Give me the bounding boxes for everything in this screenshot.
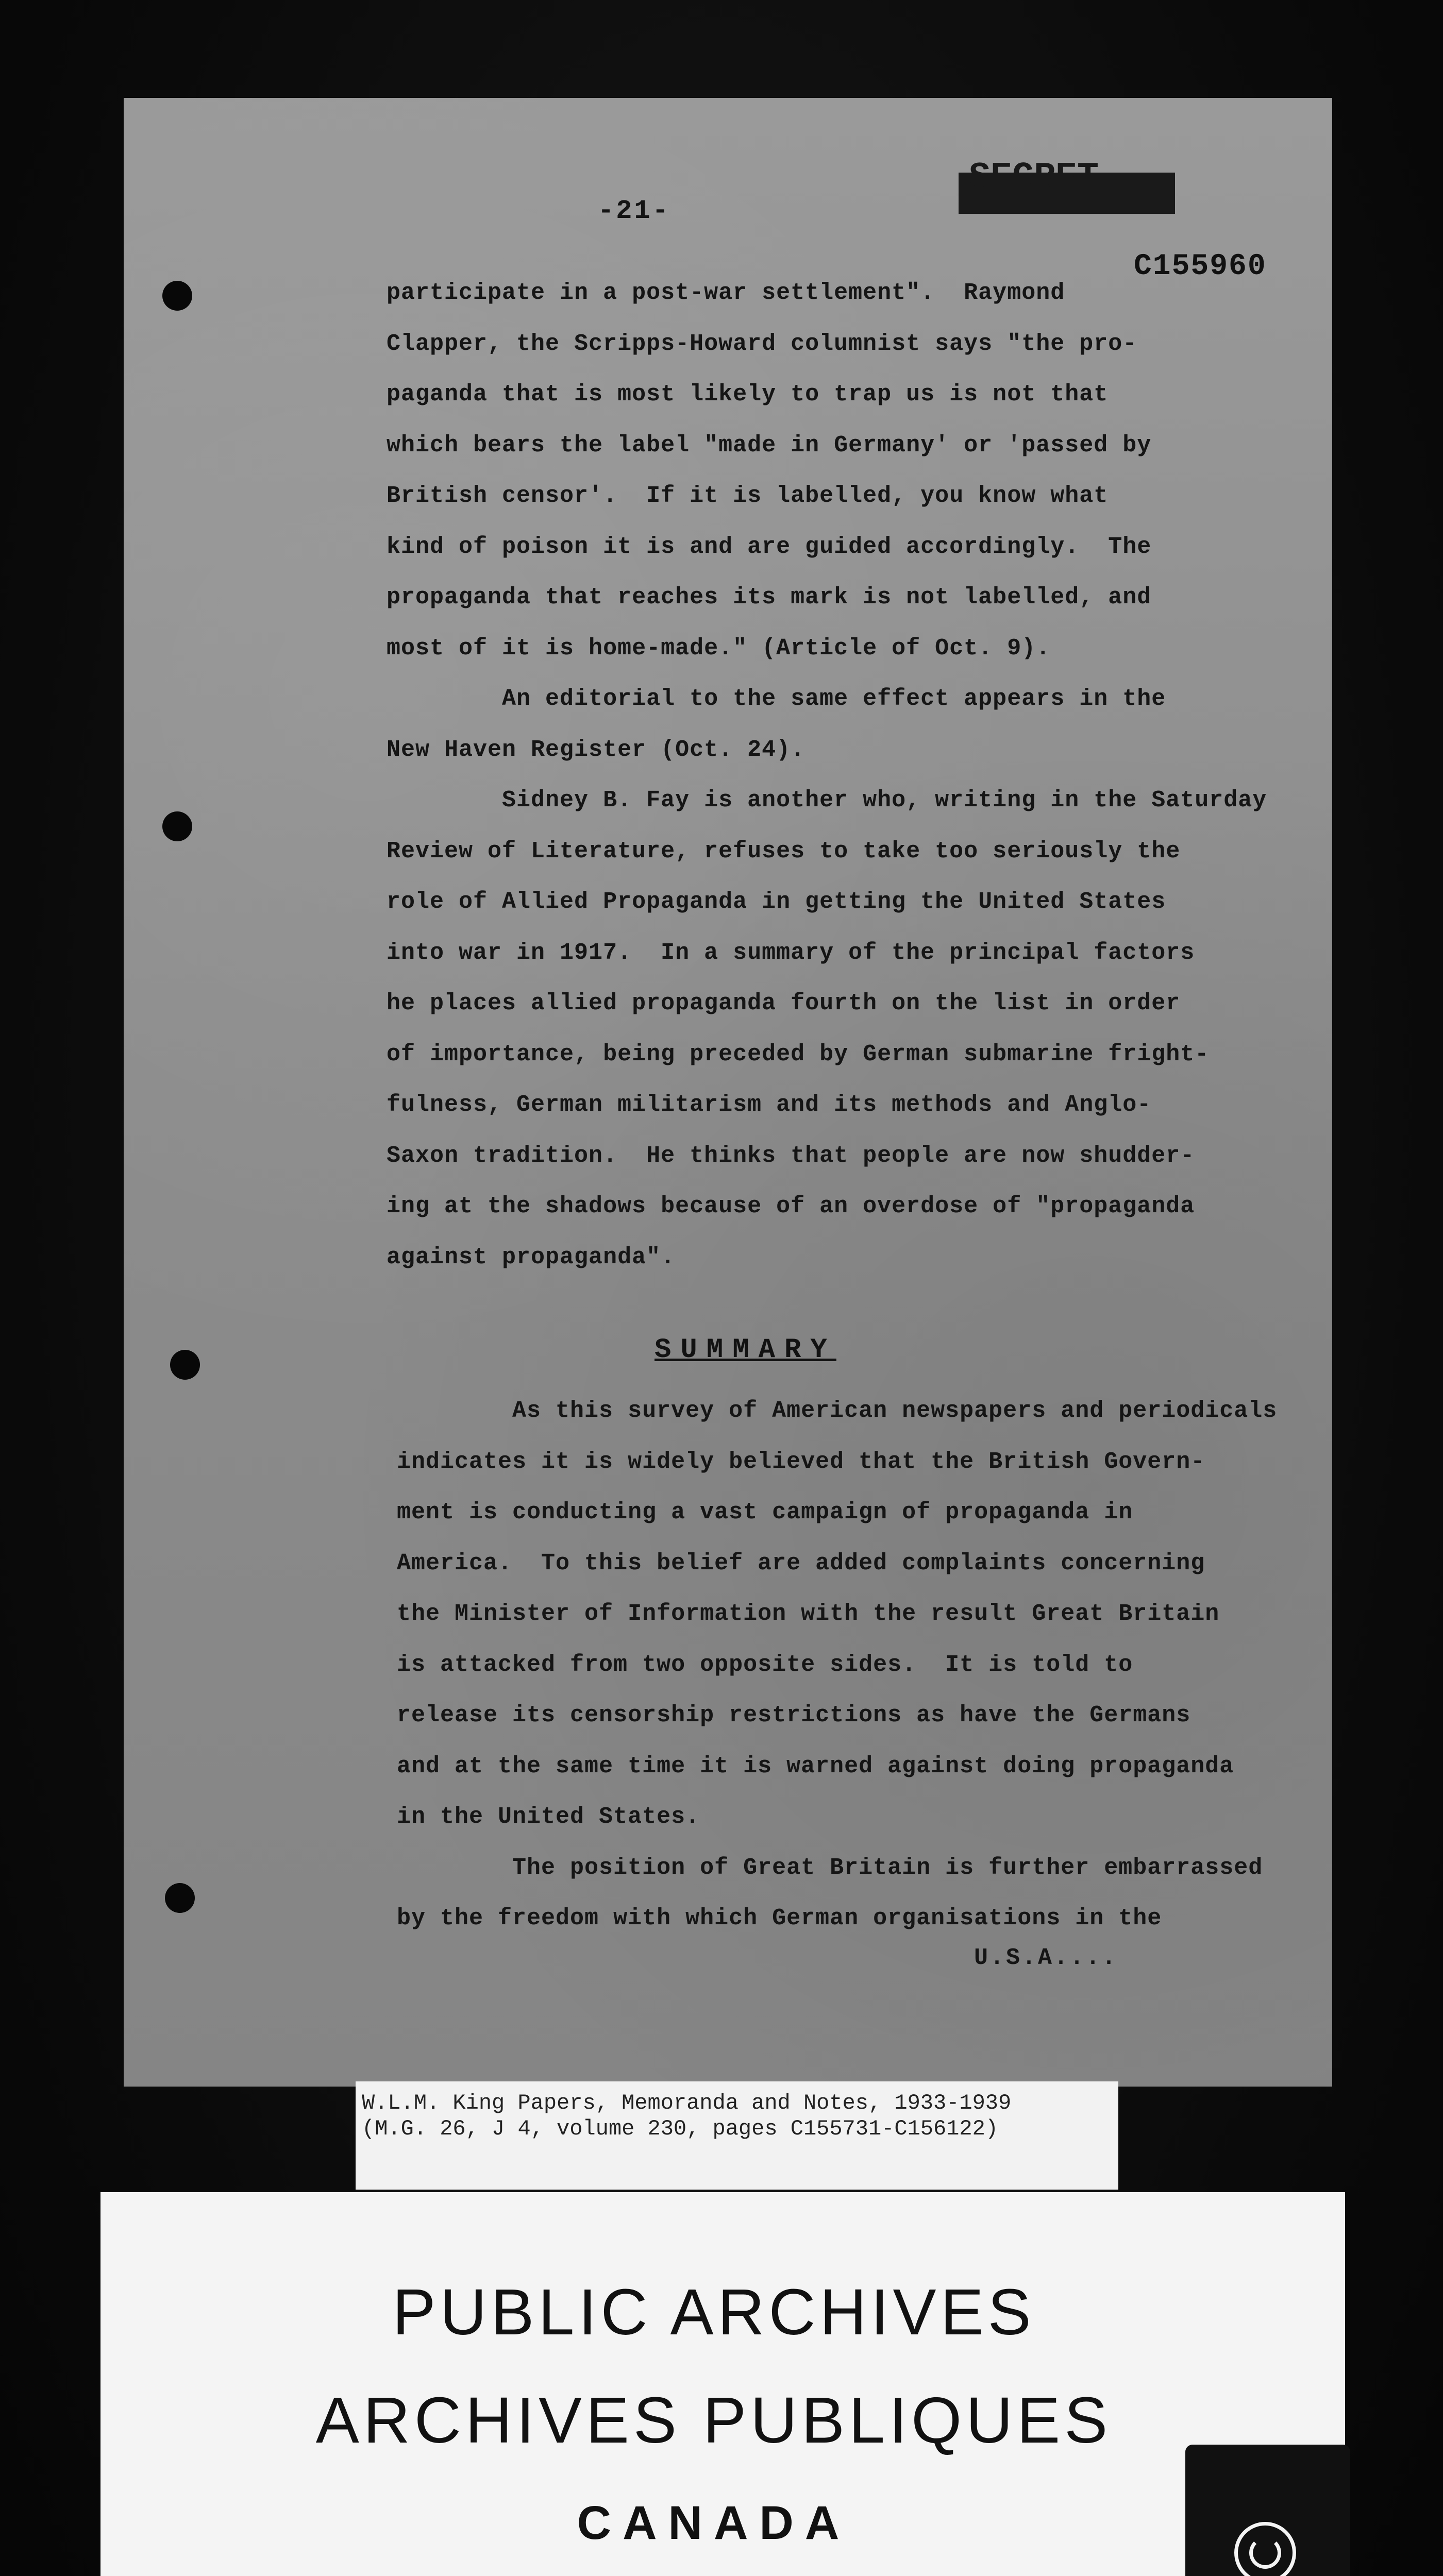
text-line: As this survey of American newspapers and periodicals (397, 1398, 1278, 1424)
text-line: Clapper, the Scripps-Howard columnist says "the pro- (387, 330, 1137, 357)
body-text (387, 268, 1330, 1283)
text-line: America. To this belief are added complaints concerning (397, 1550, 1205, 1577)
citation-line: W.L.M. King Papers, Memoranda and Notes, 1933-1939 (362, 2091, 1012, 2115)
binder-hole (165, 1883, 195, 1913)
text-line: is attacked from two opposite sides. It is told to (397, 1651, 1133, 1678)
text-line: propaganda that reaches its mark is not labelled, and (387, 584, 1152, 611)
source-citation-slip (356, 2081, 1118, 2190)
text-line: participate in a post-war settlement". Raymond (387, 280, 1065, 306)
text-line: into war in 1917. In a summary of the principal factors (387, 939, 1195, 966)
binder-hole (170, 1350, 200, 1380)
text-line: he places allied propaganda fourth on the list in order (387, 990, 1181, 1016)
text-line: Review of Literature, refuses to take too seriously the (387, 838, 1181, 865)
citation-line: (M.G. 26, J 4, volume 230, pages C155731-C156122) (362, 2116, 999, 2141)
page-number: -21- (598, 196, 670, 226)
text-line: paganda that is most likely to trap us is not that (387, 381, 1109, 408)
archives-title-en: PUBLIC ARCHIVES (392, 2276, 1035, 2348)
text-line: which bears the label "made in Germany' or 'passed by (387, 432, 1152, 459)
text-line: New Haven Register (Oct. 24). (387, 736, 806, 763)
text-line: Sidney B. Fay is another who, writing in the Saturday (387, 787, 1267, 814)
text-line: ment is conducting a vast campaign of propaganda in (397, 1499, 1133, 1526)
summary-heading: SUMMARY (655, 1334, 836, 1366)
archives-logo (1185, 2445, 1350, 2576)
text-line: The position of Great Britain is further embarrassed (397, 1854, 1263, 1881)
text-line: role of Allied Propaganda in getting the United States (387, 889, 1166, 915)
stamp-text: SECRET (969, 157, 1099, 198)
archives-card (100, 2192, 1345, 2576)
text-line: release its censorship restrictions as have the Germans (397, 1702, 1191, 1728)
text-line: and at the same time it is warned against doing propaganda (397, 1753, 1234, 1780)
text-line: Saxon tradition. He thinks that people are now shudder- (387, 1142, 1195, 1169)
archives-logo-icon (1234, 2522, 1296, 2576)
binder-hole (162, 281, 192, 311)
text-line: British censor'. If it is labelled, you know what (387, 483, 1109, 509)
text-line: kind of poison it is and are guided accordingly. The (387, 533, 1152, 560)
redacted-stamp (959, 157, 1175, 214)
summary-text (397, 1386, 1340, 1944)
text-line: against propaganda". (387, 1244, 676, 1270)
text-line: fulness, German militarism and its methods and Anglo- (387, 1092, 1152, 1118)
archives-title-fr: ARCHIVES PUBLIQUES (315, 2384, 1112, 2456)
binder-hole (162, 811, 192, 841)
text-line: in the United States. (397, 1804, 700, 1830)
text-line: the Minister of Information with the result Great Britain (397, 1601, 1220, 1627)
text-line: most of it is home-made." (Article of Oct. 9). (387, 635, 1051, 662)
text-line: by the freedom with which German organisations in the (397, 1905, 1162, 1931)
archives-country: CANADA (577, 2497, 851, 2549)
continuation-marker: U.S.A.... (974, 1945, 1118, 1971)
text-line: indicates it is widely believed that the British Govern- (397, 1448, 1205, 1475)
document-id: C155960 (1134, 250, 1267, 283)
text-line: ing at the shadows because of an overdose of "propaganda (387, 1193, 1195, 1219)
text-line: An editorial to the same effect appears in the (387, 686, 1166, 712)
text-line: of importance, being preceded by German submarine fright- (387, 1041, 1210, 1067)
